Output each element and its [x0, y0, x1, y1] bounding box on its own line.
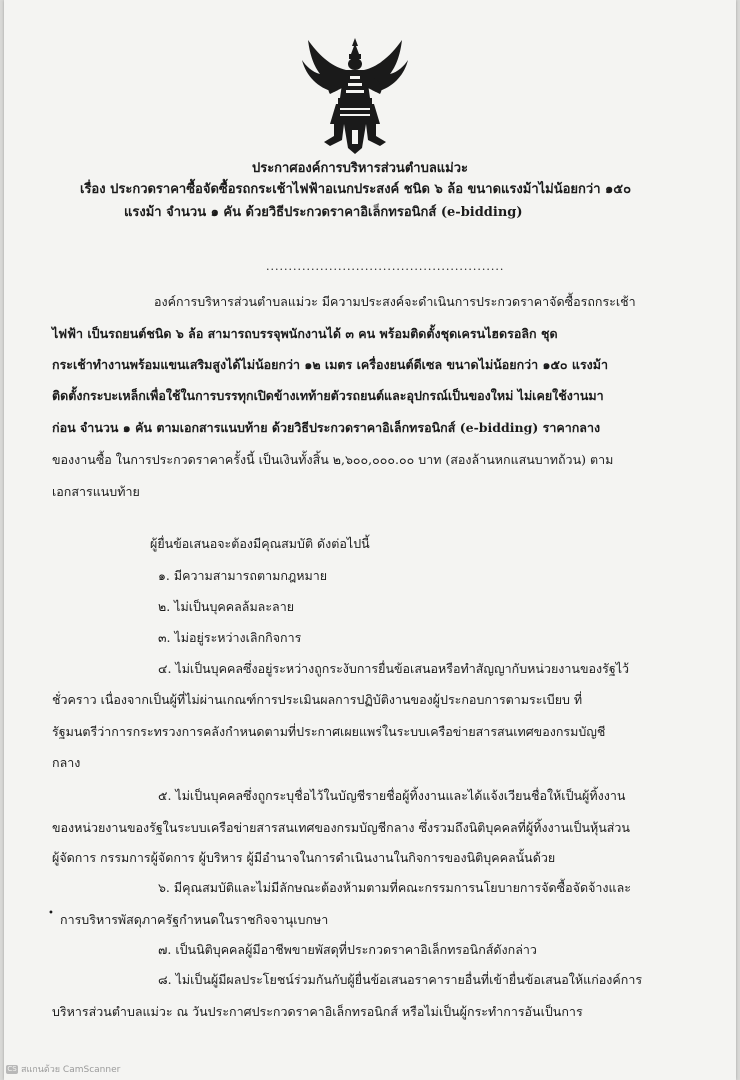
- announcement-subject: [80, 178, 720, 224]
- intro-line-6: ของงานซื้อ ในการประกวดราคาครั้งนี้ เป็นเงินทั้งสิ้น ๒,๖๐๐,๐๐๐.๐๐ บาท (สองล้านหกแสนบาทถ้วน) ตาม: [52, 452, 614, 467]
- qualification-item-4-line-1: ๔. ไม่เป็นบุคคลซึ่งอยู่ระหว่างถูกระงับการยื่นข้อเสนอหรือทำสัญญากับหน่วยงานของรัฐไว้: [158, 661, 630, 676]
- qualifications-heading: ผู้ยื่นข้อเสนอจะต้องมีคุณสมบัติ ดังต่อไปนี้: [150, 536, 370, 551]
- document-page: [4, 0, 736, 1080]
- qualification-item-6-line-1: ๖. มีคุณสมบัติและไม่มีลักษณะต้องห้ามตามที่คณะกรรมการนโยบายการจัดซื้อจัดจ้างและ: [158, 880, 631, 895]
- stray-mark: •: [48, 908, 54, 919]
- qualification-item-5-line-3: ผู้จัดการ กรรมการผู้จัดการ ผู้บริหาร ผู้มีอำนาจในการดำเนินงานในกิจการของนิติบุคคลนั้นด้วย: [52, 850, 556, 865]
- qualification-item-8-line-2: บริหารส่วนตำบลแม่วะ ณ วันประกาศประกวดราคาอิเล็กทรอนิกส์ หรือไม่เป็นผู้กระทำการอันเป็นการ: [52, 1004, 583, 1019]
- qualification-item-2: ๒. ไม่เป็นบุคคลล้มละลาย: [158, 599, 295, 614]
- qualification-item-4-line-2: ชั่วคราว เนื่องจากเป็นผู้ที่ไม่ผ่านเกณฑ์การประเมินผลการปฏิบัติงานของผู้ประกอบการตามระเบียบ ที่: [52, 692, 583, 707]
- qualification-item-4-line-4: กลาง: [52, 755, 81, 770]
- qualification-item-5-line-1: ๕. ไม่เป็นบุคคลซึ่งถูกระบุชื่อไว้ในบัญชีรายชื่อผู้ทิ้งงานและได้แจ้งเวียนชื่อให้เป็นผู้ทิ้งงาน: [158, 788, 626, 803]
- qualification-item-5-line-2: ของหน่วยงานของรัฐในระบบเครือข่ายสารสนเทศของกรมบัญชีกลาง ซึ่งรวมถึงนิติบุคคลที่ผู้ทิ้งงานเป็นหุ้นส่วน: [52, 820, 630, 835]
- intro-line-4: ติดตั้งกระบะเหล็กเพื่อใช้ในการบรรทุกเปิดข้างเทท้ายตัวรถยนต์และอุปกรณ์เป็นของใหม่ ไม่เคยใช้งานมา: [52, 388, 604, 403]
- intro-line-5: ก่อน จำนวน ๑ คัน ตามเอกสารแนบท้าย ด้วยวิธีประกวดราคาอิเล็กทรอนิกส์ (e-bidding) ราคากลาง: [52, 420, 601, 435]
- qualification-item-4-line-3: รัฐมนตรีว่าการกระทรวงการคลังกำหนดตามที่ประกาศเผยแพร่ในระบบเครือข่ายสารสนเทศของกรมบัญชี: [52, 724, 606, 739]
- intro-line-1: องค์การบริหารส่วนตำบลแม่วะ มีความประสงค์จะดำเนินการประกวดราคาจัดซื้อรถกระเช้า: [154, 294, 636, 309]
- qualification-item-8-line-1: ๘. ไม่เป็นผู้มีผลประโยชน์ร่วมกันกับผู้ยื่นข้อเสนอราคารายอื่นที่เข้ายื่นข้อเสนอให้แก่องค์การ: [158, 972, 643, 987]
- qualification-item-3: ๓. ไม่อยู่ระหว่างเลิกกิจการ: [158, 630, 302, 645]
- subject-line-2: แรงม้า จำนวน ๑ คัน ด้วยวิธีประกวดราคาอิเล็กทรอนิกส์ (e-bidding): [124, 205, 523, 220]
- qualification-item-7: ๗. เป็นนิติบุคคลผู้มีอาชีพขายพัสดุที่ประกวดราคาอิเล็กทรอนิกส์ดังกล่าว: [158, 942, 537, 957]
- scanner-watermark: [6, 1062, 120, 1076]
- scanner-watermark-text: สแกนด้วย CamScanner: [21, 1065, 121, 1075]
- qualification-item-6-line-2: การบริหารพัสดุภาครัฐกำหนดในราชกิจจานุเบกษา: [60, 912, 329, 927]
- garuda-emblem-icon: [300, 36, 410, 156]
- subject-line-1: เรื่อง ประกวดราคาซื้อจัดซื้อรถกระเช้าไฟฟ้าอเนกประสงค์ ชนิด ๖ ล้อ ขนาดแรงม้าไม่น้อยกว่า ๑๕๐: [80, 182, 632, 197]
- separator-line: .....................................................: [266, 260, 505, 273]
- intro-line-7: เอกสารแนบท้าย: [52, 484, 140, 499]
- camscanner-icon: CS: [7, 1065, 17, 1073]
- announcement-issuer: ประกาศองค์การบริหารส่วนตำบลแม่วะ: [251, 161, 469, 176]
- qualification-item-1: ๑. มีความสามารถตามกฎหมาย: [158, 568, 328, 583]
- intro-line-2: ไฟฟ้า เป็นรถยนต์ชนิด ๖ ล้อ สามารถบรรจุพนักงานได้ ๓ คน พร้อมติดตั้งชุดเครนไฮดรอลิก ชุด: [52, 326, 558, 341]
- intro-line-3: กระเช้าทำงานพร้อมแขนเสริมสูงได้ไม่น้อยกว่า ๑๒ เมตร เครื่องยนต์ดีเซล ขนาดไม่น้อยกว่า ๑๕๐ แรงม้า: [52, 357, 609, 372]
